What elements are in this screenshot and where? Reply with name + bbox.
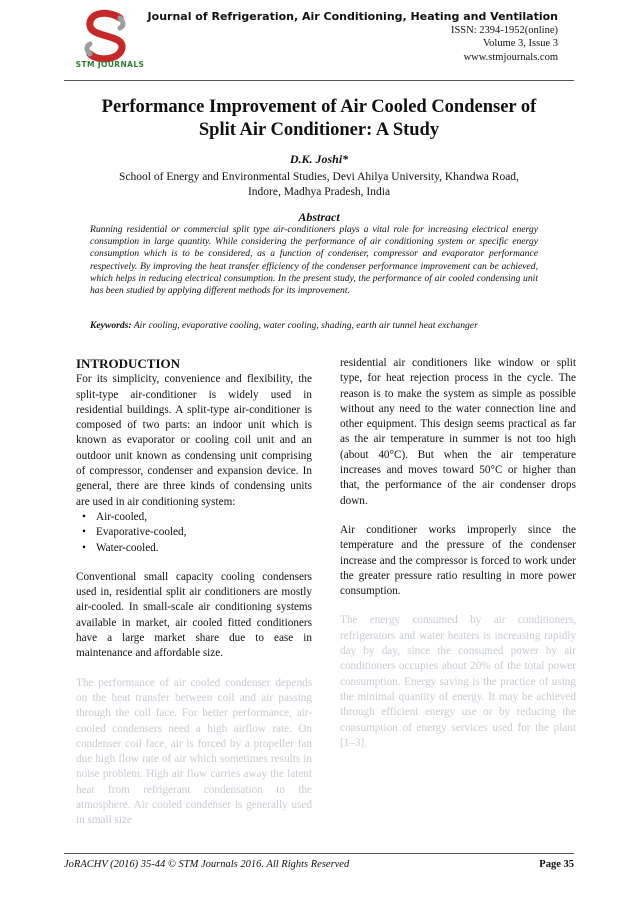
right-paragraph-1: residential air conditioners like window or split type, for heat rejection process in the cycle. The reason is to make the system as simple as possible without any need to the water connection line and other equipment. This design seems practical as far as the air temperature in summer is not too high (about 40°C). But when the air temperature increases and moves toward 50°C or higher than that, the performance of the air condenser drops down. xyxy=(340,357,576,507)
title-line-2: Split Air Conditioner: A Study xyxy=(198,120,440,140)
right-paragraph-2: Air conditioner works improperly since the temperature and the pressure of the condenser increase and the compressor is forced to work under the greater pressure ratio resulting in more power consumption. xyxy=(340,523,576,598)
keywords-list: Air cooling, evaporative cooling, water cooling, shading, earth air tunnel heat exchanger xyxy=(133,320,478,331)
list-item: • Evaporative-cooled, xyxy=(96,525,312,540)
abstract-heading: Abstract xyxy=(298,210,340,224)
journal-info xyxy=(148,10,558,64)
title-line-1: Performance Improvement of Air Cooled Condenser of xyxy=(101,97,537,117)
stm-logo-icon xyxy=(68,8,150,66)
affiliation-line-2: Indore, Madhya Pradesh, India xyxy=(247,186,391,198)
right-column xyxy=(340,356,576,751)
right-paragraph-3-faded: The energy consumed by air conditioners, refrigerators and water heaters is increasing rapidly day by day, since the consumed power by air conditioners occupies about 20% of the total power consumption. Energy saving is the practice of using the minimal quantity of energy. It may be achieved through efficient energy use or by reducing the consumption of energy services used for the plant [1–3]. xyxy=(340,614,576,749)
keywords-label: Keywords: xyxy=(90,320,132,331)
affiliation-line-1: School of Energy and Environmental Studies, Devi Ahilya University, Khandwa Road, xyxy=(119,171,519,183)
page-number: Page 35 xyxy=(539,859,574,870)
introduction-heading: INTRODUCTION xyxy=(76,356,181,371)
abstract-text: Running residential or commercial split type air-conditioners plays a vital role for increasing electrical energy consumption in large quantity. While considering the performance of air conditioning system or specific energy consumption which is to be considered, as a function of condenser, compressor and evaporator performance respectively. By improving the heat transfer efficiency of the condenser performance improvement can be achieved, which helps in reducing electrical consumption. In the present study, the performance of air cooled condensing unit has been studied by applying different methods for its improvement. xyxy=(90,224,538,297)
author: D.K. Joshi* xyxy=(289,152,349,166)
intro-paragraph-1: For its simplicity, convenience and flexibility, the split-type air-conditioner is widely used in residential buildings. A split-type air-conditioner is composed of two parts: an indoor unit which is known as evaporator or cooling coil unit and an outdoor unit known as condensing unit comprising of compressor, condenser and expansion device. In general, there are three kinds of condensing units are used in air conditioning system: xyxy=(76,373,312,508)
list-item: • Air-cooled, xyxy=(96,510,312,525)
list-item: • Water-cooled. xyxy=(96,541,312,556)
volume-issue: Volume 3, Issue 3 xyxy=(482,38,558,49)
affiliation xyxy=(64,170,574,200)
condensing-unit-types xyxy=(76,510,312,556)
intro-paragraph-3-faded: The performance of air cooled condenser depends on the heat transfer between coil and air passing through the coil face. For better performance, air-cooled condensers need a high airflow rate. On condenser coil face, air is forced by a propeller fan due high flow rate of air which sometimes results in noise problem. High air flow carries away the latent heat from refrigerant condensation to the atmosphere. Air cooled condenser is generally used in small size xyxy=(76,676,312,827)
footer-citation: JoRACHV (2016) 35-44 © STM Journals 2016. All Rights Reserved xyxy=(64,859,350,870)
intro-paragraph-2: Conventional small capacity cooling condensers used in, residential split air conditioners are mostly air-cooled. In small-scale air conditioning systems available in market, air cooled fitted conditioners have a large market share due to ease in maintenance and affordable size. xyxy=(76,570,312,660)
footer-divider xyxy=(64,853,574,854)
keywords xyxy=(90,320,538,332)
journal-website: www.stmjournals.com xyxy=(463,51,558,63)
issn: ISSN: 2394-1952(online) xyxy=(450,24,558,36)
journal-name: Journal of Refrigeration, Air Conditioning, Heating and Ventilation xyxy=(147,10,558,23)
left-column xyxy=(76,356,312,829)
logo-text: STM JOURNALS xyxy=(75,60,145,69)
paper-title xyxy=(64,96,574,142)
header-divider xyxy=(64,80,574,81)
